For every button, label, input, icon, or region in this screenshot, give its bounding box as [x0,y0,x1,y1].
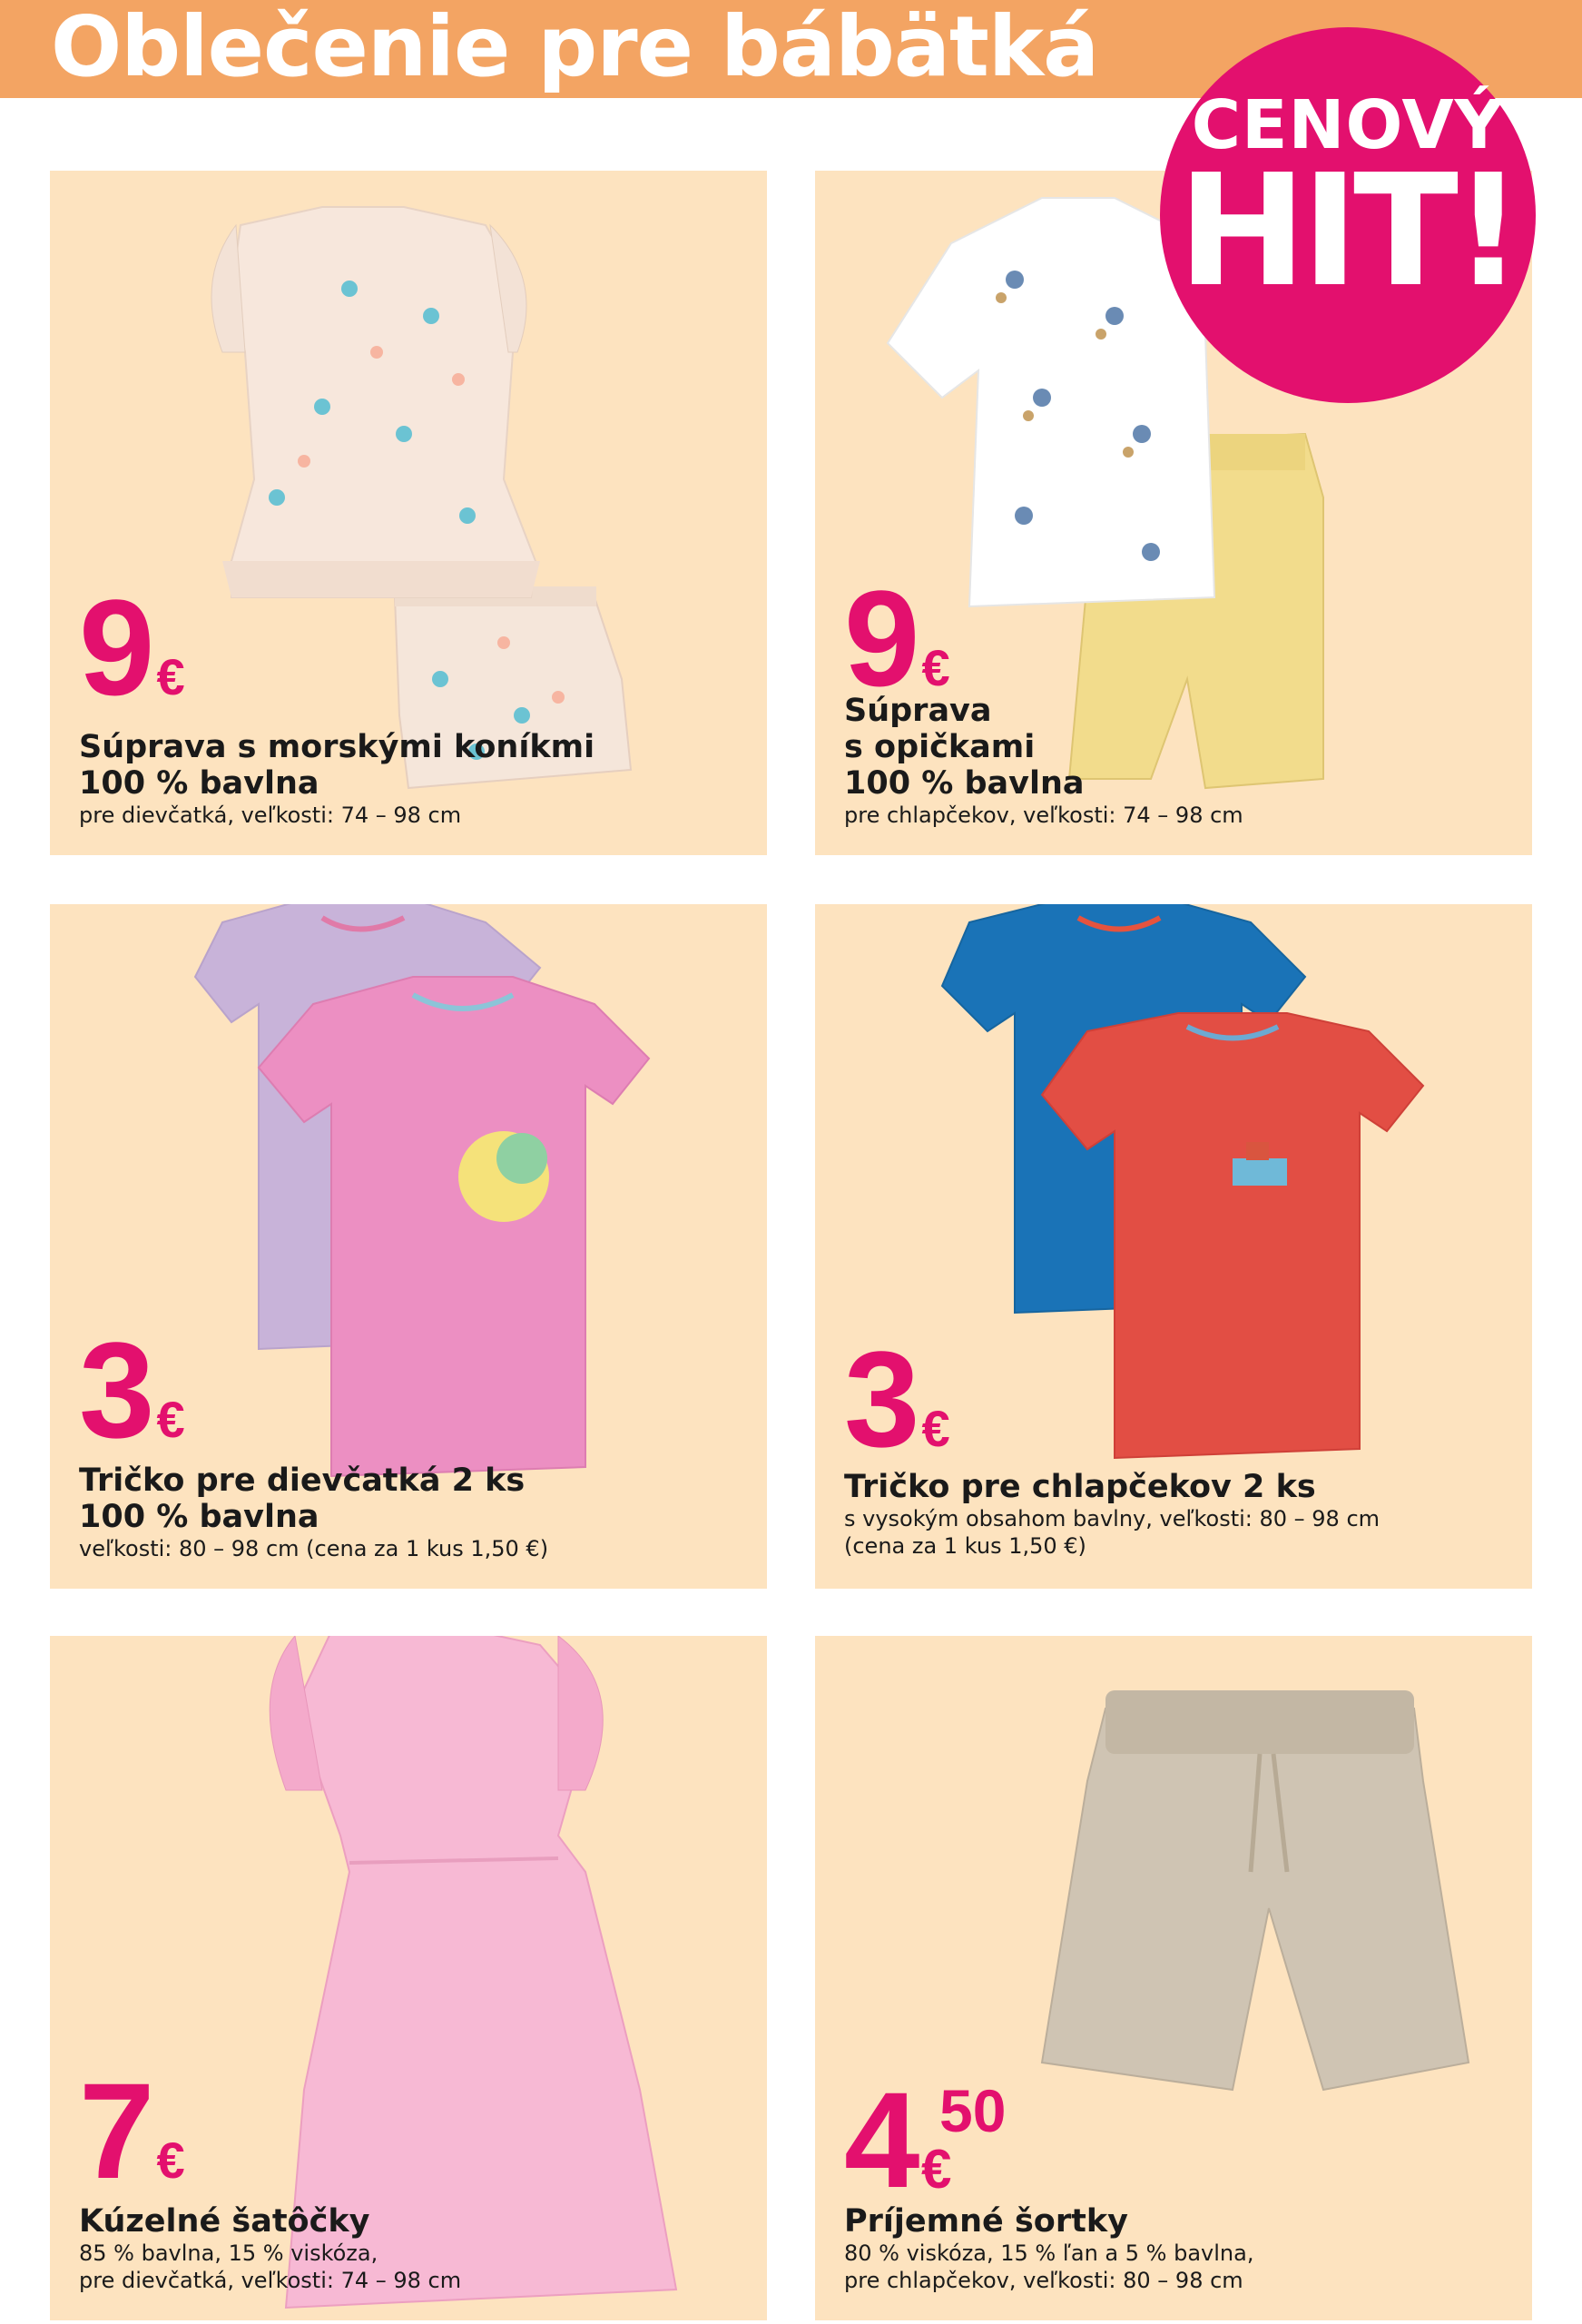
product-info [79,729,594,829]
product-spec-line-2: (cena za 1 kus 1,50 €) [844,1533,1086,1559]
product-card-seahorse-set[interactable] [50,171,767,855]
price-value: 9 [844,562,917,714]
product-name: Tričko pre chlapčekov 2 ks [844,1469,1316,1505]
price [844,562,950,714]
price [844,2063,1007,2216]
currency-symbol: € [156,648,185,705]
price-value: 3 [844,1323,917,1475]
product-info [844,693,1243,829]
product-spec-line-2: pre chlapčekov, veľkosti: 80 – 98 cm [844,2268,1243,2293]
product-spec: 80 % viskóza, 15 % ľan a 5 % bavlna, [844,2240,1254,2266]
product-material: 100 % bavlna [844,765,1085,802]
product-material: 100 % bavlna [79,765,319,802]
product-info [79,2203,461,2294]
badge-top-text: CENOVÝ [1191,86,1505,164]
price-decimal: 50 [939,2077,1007,2144]
price-hit-badge [1160,27,1536,403]
price-value: 7 [79,2054,152,2207]
product-card-shorts[interactable] [815,1636,1532,2320]
product-info [844,2203,1253,2294]
page-title: Oblečenie pre bábätká [51,0,1099,95]
product-name-line-2: s opičkami [844,729,1036,765]
product-spec: s vysokým obsahom bavlny, veľkosti: 80 – 98 cm [844,1506,1381,1531]
product-name: Súprava [844,693,992,729]
price-value: 9 [79,571,152,724]
product-spec: pre chlapčekov, veľkosti: 74 – 98 cm [844,803,1243,828]
price-value: 3 [79,1314,152,1466]
product-spec-line-2: pre dievčatká, veľkosti: 74 – 98 cm [79,2268,462,2293]
price [79,2054,185,2207]
price-value: 4 [844,2063,917,2216]
currency-symbol: € [156,1391,185,1448]
product-card-boys-tshirts[interactable] [815,904,1532,1589]
product-info [79,1462,548,1562]
product-spec: veľkosti: 80 – 98 cm (cena za 1 kus 1,50 €) [79,1536,549,1561]
product-info [844,1469,1380,1560]
product-name: Kúzelné šatôčky [79,2203,370,2240]
price [79,1314,185,1466]
currency-symbol: € [921,639,950,696]
product-spec: pre dievčatká, veľkosti: 74 – 98 cm [79,803,462,828]
currency-symbol: € [156,2132,185,2189]
product-name: Príjemné šortky [844,2203,1128,2240]
price [844,1323,950,1475]
product-card-dress[interactable] [50,1636,767,2320]
product-material: 100 % bavlna [79,1499,319,1535]
currency-symbol: € [921,2139,952,2200]
product-name: Tričko pre dievčatká 2 ks [79,1462,526,1499]
product-card-girls-tshirts[interactable] [50,904,767,1589]
badge-main-text: HIT! [1177,142,1518,321]
product-name: Súprava s morskými koníkmi [79,729,595,765]
currency-symbol: € [921,1400,950,1457]
price [79,571,185,724]
product-spec: 85 % bavlna, 15 % viskóza, [79,2240,378,2266]
